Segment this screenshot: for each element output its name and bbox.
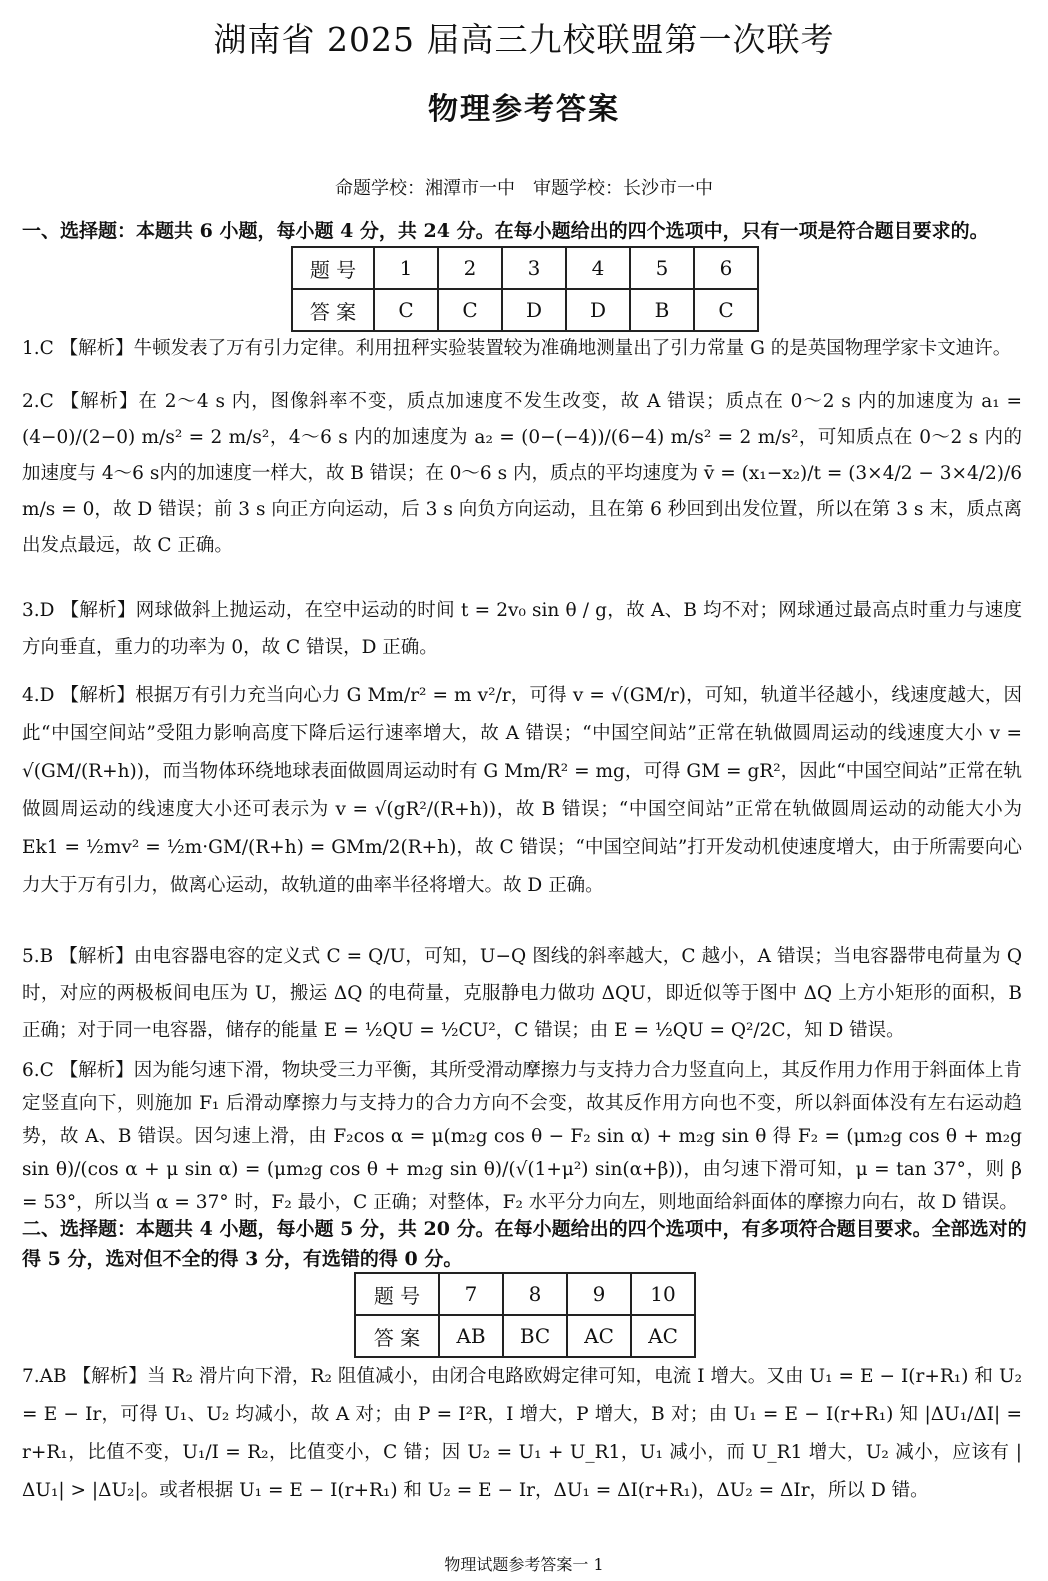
table-row	[355, 1273, 695, 1315]
page-footer: 物理试题参考答案一 1	[444, 1555, 604, 1574]
table-cell: C	[374, 289, 438, 331]
table-cell: AC	[567, 1315, 631, 1357]
table-cell: 1	[374, 247, 438, 289]
table-cell: BC	[503, 1315, 567, 1357]
table-label: 答 案	[292, 289, 374, 331]
section2-heading: 二、选择题：本题共 4 小题，每小题 5 分，共 20 分。在每小题给出的四个选项中，有多项符合题目要求。全部选对的得 5 分，选对但不全的得 3 分，有选错的得 0 分。	[22, 1218, 1027, 1270]
explanation-q3: 3.D 【解析】网球做斜上抛运动，在空中运动的时间 t = 2v₀ sin θ / g，故 A、B 均不对；网球通过最高点时重力与速度方向垂直，重力的功率为 0，故 C 错误，D 正确。	[22, 600, 1022, 658]
explanation-q6: 6.C 【解析】因为能匀速下滑，物块受三力平衡，其所受滑动摩擦力与支持力合力竖直向上，其反作用力作用于斜面体上肯定竖直向下，则施加 F₁ 后滑动摩擦力与支持力的合力方向不会变，故其反作用方向也不变，所以斜面体没有左右运动趋势，故 A、B 错误。因匀速上滑，由 F₂cos α = μ(m₂g cos θ − F₂ sin α) + m₂g sin θ 得 F₂ = (μm₂g cos θ + m₂g sin θ)/(cos α + μ sin α) = (μm₂g cos θ + m₂g sin θ)/(√(1+μ²) sin(α+β))，由匀速下滑可知，μ = tan 37°，则 β = 53°，所以当 α = 37° 时，F₂ 最小，C 正确；对整体，F₂ 水平分力向左，则地面给斜面体的摩擦力向右，故 D 错误。	[22, 1060, 1022, 1213]
table-cell: C	[438, 289, 502, 331]
table-cell: 10	[631, 1273, 695, 1315]
table-row	[292, 289, 758, 331]
credits-line: 命题学校：湘潭市一中 审题学校：长沙市一中	[335, 178, 713, 199]
page-title: 湖南省 2025 届高三九校联盟第一次联考	[213, 20, 835, 59]
table-cell: 9	[567, 1273, 631, 1315]
table-cell: 2	[438, 247, 502, 289]
table-cell: C	[694, 289, 758, 331]
table-cell: D	[566, 289, 630, 331]
table-cell: AC	[631, 1315, 695, 1357]
answer-table-1	[291, 246, 759, 332]
table-label: 答 案	[355, 1315, 439, 1357]
table-cell: 6	[694, 247, 758, 289]
table-row	[292, 247, 758, 289]
table-label: 题 号	[355, 1273, 439, 1315]
explanation-q4: 4.D 【解析】根据万有引力充当向心力 G Mm/r² = m v²/r，可得 v = √(GM/r)，可知，轨道半径越小，线速度越大，因此“中国空间站”受阻力影响高度下降后运行速率增大，故 A 错误；“中国空间站”正常在轨做圆周运动的线速度大小 v = √(GM/(R+h))，而当物体环绕地球表面做圆周运动时有 G Mm/R² = mg，可得 GM = gR²，因此“中国空间站”正常在轨做圆周运动的线速度大小还可表示为 v = √(gR²/(R+h))，故 B 错误；“中国空间站”正常在轨做圆周运动的动能大小为 Ek1 = ½mv² = ½m·GM/(R+h) = GMm/2(R+h)，故 C 错误；“中国空间站”打开发动机使速度增大，由于所需要向心力大于万有引力，做离心运动，故轨道的曲率半径将增大。故 D 正确。	[22, 685, 1022, 896]
page-subtitle: 物理参考答案	[428, 92, 620, 127]
table-cell: 4	[566, 247, 630, 289]
table-cell: D	[502, 289, 566, 331]
explanation-q2: 2.C 【解析】在 2～4 s 内，图像斜率不变，质点加速度不发生改变，故 A 错误；质点在 0～2 s 内的加速度为 a₁ = (4−0)/(2−0) m/s² = 2 m/s²，4～6 s 内的加速度为 a₂ = (0−(−4))/(6−4) m/s² = 2 m/s²，可知质点在 0～2 s 内的加速度与 4～6 s内的加速度一样大，故 B 错误；在 0～6 s 内，质点的平均速度为 v̄ = (x₁−x₂)/t = (3×4/2 − 3×4/2)/6 m/s = 0，故 D 错误；前 3 s 向正方向运动，后 3 s 向负方向运动，且在第 6 秒回到出发位置，所以在第 3 s 末，质点离出发点最远，故 C 正确。	[22, 391, 1022, 556]
answer-table-2	[354, 1272, 696, 1358]
table-cell: 7	[439, 1273, 503, 1315]
section1-heading: 一、选择题：本题共 6 小题，每小题 4 分，共 24 分。在每小题给出的四个选项中，只有一项是符合题目要求的。	[22, 220, 989, 242]
explanation-q1: 1.C 【解析】牛顿发表了万有引力定律。利用扭秤实验装置较为准确地测量出了引力常量 G 的是英国物理学家卡文迪许。	[22, 338, 1012, 359]
table-cell: AB	[439, 1315, 503, 1357]
table-cell: B	[630, 289, 694, 331]
explanation-q5: 5.B 【解析】由电容器电容的定义式 C = Q/U，可知，U−Q 图线的斜率越大，C 越小，A 错误；当电容器带电荷量为 Q 时，对应的两极板间电压为 U，搬运 ΔQ 的电荷量，克服静电力做功 ΔQU，即近似等于图中 ΔQ 上方小矩形的面积，B 正确；对于同一电容器，储存的能量 E = ½QU = ½CU²，C 错误；由 E = ½QU = Q²/2C，知 D 错误。	[22, 946, 1022, 1041]
table-cell: 8	[503, 1273, 567, 1315]
table-label: 题 号	[292, 247, 374, 289]
table-cell: 3	[502, 247, 566, 289]
explanation-q7: 7.AB 【解析】当 R₂ 滑片向下滑，R₂ 阻值减小，由闭合电路欧姆定律可知，电流 I 增大。又由 U₁ = E − I(r+R₁) 和 U₂ = E − Ir，可得 U₁、U₂ 均减小，故 A 对；由 P = I²R，I 增大，P 增大，B 对；由 U₁ = E − I(r+R₁) 知 |ΔU₁/ΔI| = r+R₁，比值不变，U₁/I = R₂，比值变小，C 错；因 U₂ = U₁ + U_R1，U₁ 减小，而 U_R1 增大，U₂ 减小，应该有 |ΔU₁| > |ΔU₂|。或者根据 U₁ = E − I(r+R₁) 和 U₂ = E − Ir，ΔU₁ = ΔI(r+R₁)，ΔU₂ = ΔIr，所以 D 错。	[22, 1366, 1022, 1501]
table-row	[355, 1315, 695, 1357]
table-cell: 5	[630, 247, 694, 289]
